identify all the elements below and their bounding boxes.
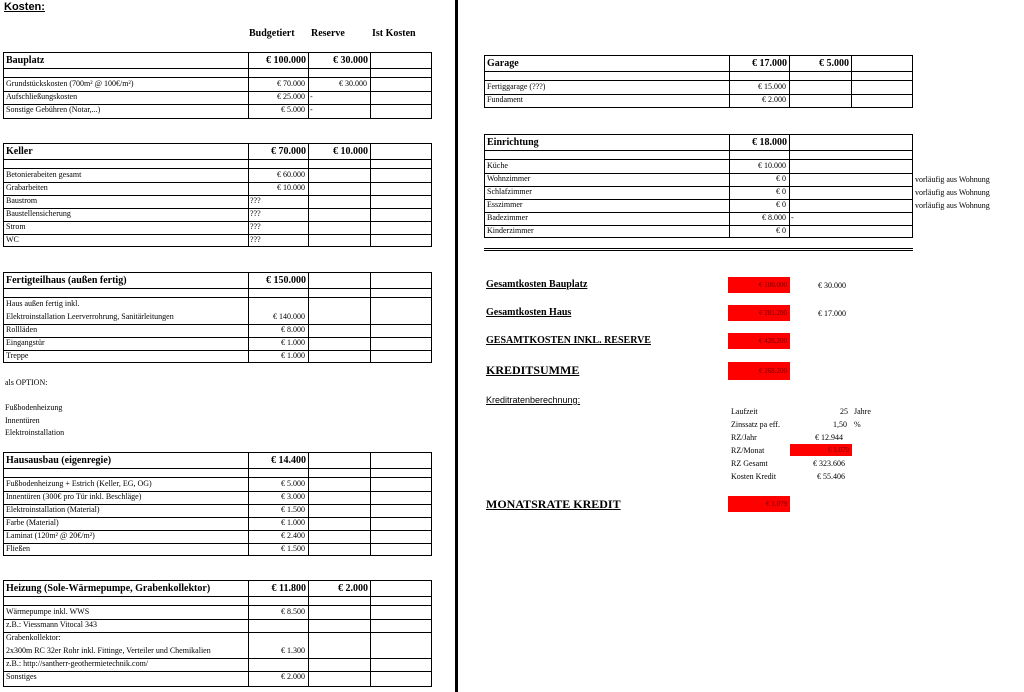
section-title-row — [485, 135, 912, 151]
option-item: Fußbodenheizung — [5, 403, 63, 412]
table-row: Elektroinstallation Leerverrohrung, Sanitärleitungen € 140.000 — [4, 311, 431, 325]
table-row: Elektroinstallation (Material) € 1.500 — [4, 504, 431, 518]
table-row: Aufschließungskosten € 25.000 - — [4, 91, 431, 105]
table-row: z.B.: http://santherr-geothermietechnik.com/ — [4, 658, 431, 672]
table-row: Schlafzimmer € 0 — [485, 186, 912, 200]
table-row: Wohnzimmer € 0 — [485, 173, 912, 187]
calc-value: € 12.944 — [815, 433, 843, 442]
page-title: Kosten: — [4, 1, 45, 13]
option-label: als OPTION: — [5, 378, 48, 387]
calc-label: RZ Gesamt — [731, 459, 768, 468]
section-title: Hausausbau (eigenregie) — [6, 455, 112, 466]
calc-value: € 323.606 — [813, 459, 845, 468]
table-row: Strom ??? — [4, 221, 431, 235]
sum-reserve-haus: € 17.000 — [818, 309, 846, 318]
section-title: Einrichtung — [487, 137, 539, 148]
option-item: Innentüren — [5, 416, 40, 425]
section-title: Garage — [487, 58, 519, 69]
section-reserve: € 5.000 — [819, 58, 849, 69]
section-fertigteilhaus — [3, 272, 432, 363]
section-einrichtung — [484, 134, 913, 238]
table-row: Fußbodenheizung + Estrich (Keller, EG, OG) € 5.000 — [4, 478, 431, 492]
table-row: Küche € 10.000 — [485, 160, 912, 174]
sum-value-monatsrate: € 1.079 — [728, 496, 790, 512]
double-rule — [484, 248, 913, 251]
table-row: Baustrom ??? — [4, 195, 431, 209]
table-row: 2x300m RC 32er Rohr inkl. Fittinge, Verteiler und Chemikalien € 1.300 — [4, 645, 431, 659]
section-budget: € 17.000 — [752, 58, 787, 69]
section-budget: € 11.800 — [271, 583, 306, 594]
calc-value: € 55.406 — [817, 472, 845, 481]
calc-label: RZ/Jahr — [731, 433, 757, 442]
calc-value: 1,50 — [833, 420, 847, 429]
table-row: Farbe (Material) € 1.000 — [4, 517, 431, 531]
sum-label-monatsrate: MONATSRATE KREDIT — [486, 497, 621, 511]
section-title-row — [4, 453, 431, 469]
sum-label-bauplatz: Gesamtkosten Bauplatz — [486, 279, 588, 290]
section-budget: € 18.000 — [752, 137, 787, 148]
section-budget: € 100.000 — [266, 55, 306, 66]
column-header-reserve: Reserve — [311, 28, 345, 39]
einrichtung-note: vorläufig aus Wohnung — [915, 175, 990, 184]
section-garage — [484, 55, 913, 108]
calc-label: Zinssatz pa eff. — [731, 420, 780, 429]
sum-value-gesamt: € 428.200 — [728, 333, 790, 349]
option-item: Elektroinstallation — [5, 428, 65, 437]
section-title: Keller — [6, 146, 33, 157]
table-row: Baustellensicherung ??? — [4, 208, 431, 222]
section-hausausbau — [3, 452, 432, 556]
section-reserve: € 2.000 — [338, 583, 368, 594]
sum-label-kredit: KREDITSUMME — [486, 363, 580, 377]
column-header-budget: Budgetiert — [249, 28, 295, 39]
table-row: Badezimmer € 8.000 - — [485, 212, 912, 226]
calc-label: Laufzeit — [731, 407, 758, 416]
calc-label: RZ/Monat — [731, 446, 765, 455]
column-header-ist: Ist Kosten — [372, 28, 416, 39]
table-row: Eingangstür € 1.000 — [4, 337, 431, 351]
table-row: Sonstiges € 2.000 — [6, 672, 305, 681]
table-row: Fließen € 1.500 — [6, 544, 305, 553]
table-row: Laminat (120m² @ 20€/m²) € 2.400 — [4, 530, 431, 544]
section-title: Bauplatz — [6, 55, 45, 66]
section-budget: € 70.000 — [271, 146, 306, 157]
sum-value-bauplatz: € 100.000 — [728, 277, 790, 293]
table-row: Kinderzimmer € 0 — [487, 226, 786, 235]
rate-title: Kreditratenberechnung: — [486, 395, 581, 405]
sum-value-haus: € 281.200 — [728, 305, 790, 321]
table-row: Fundament € 2.000 — [487, 95, 786, 104]
section-heizung — [3, 580, 432, 687]
sum-label-gesamt: GESAMTKOSTEN INKL. RESERVE — [486, 335, 651, 346]
table-row: Fertiggarage (???) € 15.000 — [485, 81, 912, 95]
sum-reserve-bauplatz: € 30.000 — [818, 281, 846, 290]
section-title-row — [4, 144, 431, 160]
calc-label: Kosten Kredit — [731, 472, 777, 481]
table-row: WC ??? — [6, 235, 261, 244]
table-row: Grundstückskosten (700m² @ 100€/m²) € 70.000 € 30.000 — [4, 78, 431, 92]
section-title-row — [4, 273, 431, 289]
einrichtung-note: vorläufig aus Wohnung — [915, 188, 990, 197]
table-row: Grabarbeiten € 10.000 — [4, 182, 431, 196]
sum-label-haus: Gesamtkosten Haus — [486, 307, 572, 318]
calc-unit: % — [854, 420, 861, 429]
section-title: Fertigteilhaus (außen fertig) — [6, 275, 127, 286]
table-row: Betonierabeiten gesamt € 60.000 — [4, 169, 431, 183]
section-title-row — [4, 581, 431, 597]
table-row: z.B.: Viessmann Vitocal 343 — [4, 619, 431, 633]
section-keller — [3, 143, 432, 247]
calc-value-highlight: € 1.079 — [790, 444, 852, 456]
section-budget: € 150.000 — [266, 275, 306, 286]
section-title-row — [485, 56, 912, 72]
section-reserve: € 10.000 — [333, 146, 368, 157]
table-row: Wärmepumpe inkl. WWS € 8.500 — [4, 606, 431, 620]
page-divider — [455, 0, 458, 692]
section-title-row — [4, 53, 431, 69]
table-row: Esszimmer € 0 — [485, 199, 912, 213]
einrichtung-note: vorläufig aus Wohnung — [915, 201, 990, 210]
section-title: Heizung (Sole-Wärmepumpe, Grabenkollektor) — [6, 583, 211, 594]
table-row: Innentüren (300€ pro Tür inkl. Beschläge) € 3.000 — [4, 491, 431, 505]
table-row: Grabenkollektor: — [6, 633, 61, 642]
table-row: Rollläden € 8.000 — [4, 324, 431, 338]
calc-unit: Jahre — [854, 407, 871, 416]
section-reserve: € 30.000 — [333, 55, 368, 66]
section-bauplatz — [3, 52, 432, 119]
table-row: Sonstige Gebühren (Notar,...) € 5.000 - — [6, 105, 313, 114]
calc-value: 25 — [840, 407, 848, 416]
table-row: Treppe € 1.000 — [6, 351, 305, 360]
table-row: Haus außen fertig inkl. — [6, 299, 80, 308]
sum-value-kredit: € 268.200 — [728, 362, 790, 380]
section-budget: € 14.400 — [271, 455, 306, 466]
